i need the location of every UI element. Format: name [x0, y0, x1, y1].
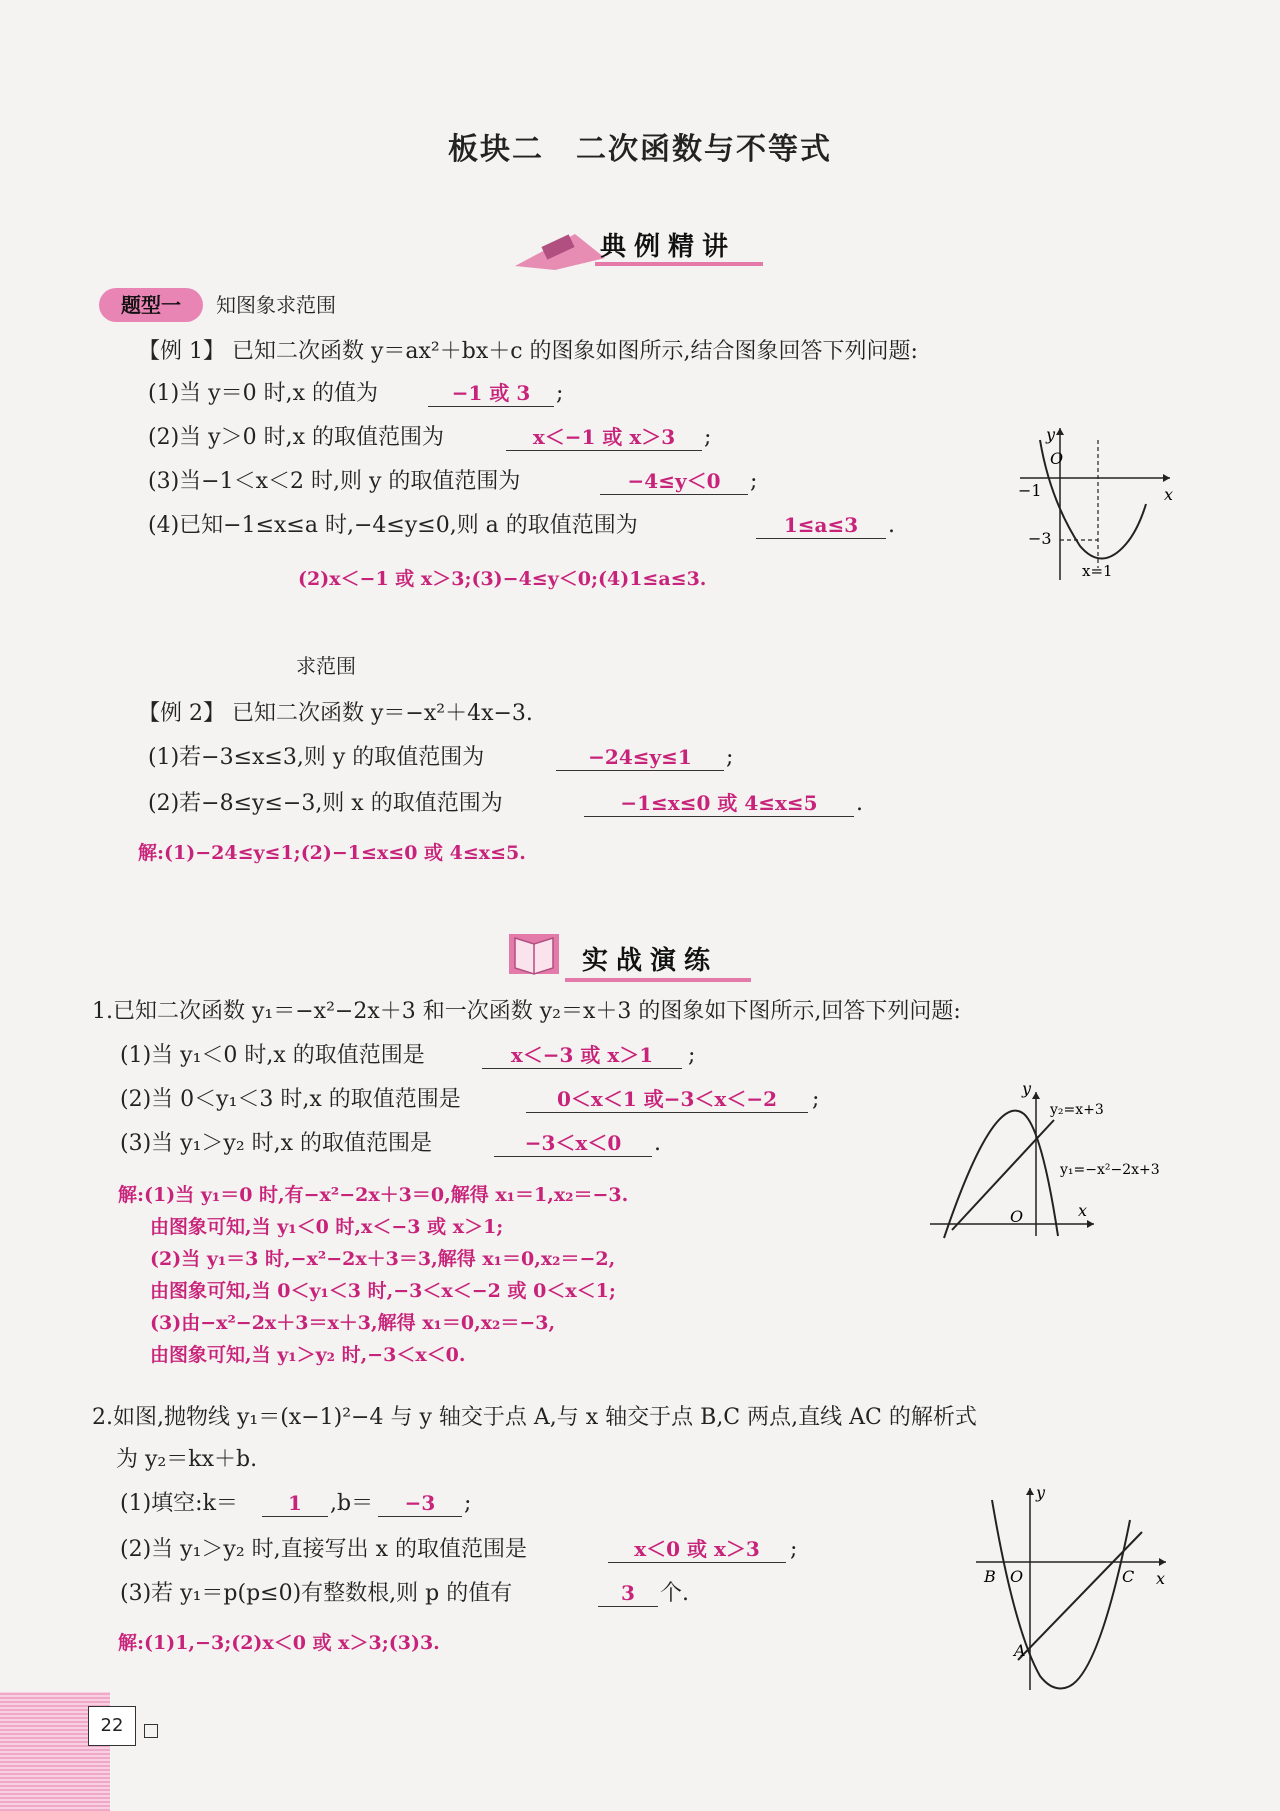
graph2-parabola-label: y₁=−x²−2x+3 — [1060, 1162, 1160, 1178]
p1-a1: x＜−3 或 x＞1 — [482, 1042, 682, 1069]
ex1-q4: (4)已知−1≤x≤a 时,−4≤y≤0,则 a 的取值范围为 — [148, 513, 638, 538]
ex1-a2: x＜−1 或 x＞3 — [506, 424, 702, 451]
ex1-q1: (1)当 y＝0 时,x 的值为 — [148, 381, 378, 406]
ex1-q3: (3)当−1＜x＜2 时,则 y 的取值范围为 — [148, 469, 521, 494]
graph-ex1 — [1010, 420, 1180, 590]
ex2-a2: −1≤x≤0 或 4≤x≤5 — [584, 790, 854, 817]
banner-examples-label: 典例精讲 — [600, 232, 737, 262]
page-title: 板块二 二次函数与不等式 — [448, 132, 832, 167]
type-badge: 题型一 — [99, 288, 203, 322]
p1-q1: (1)当 y₁＜0 时,x 的取值范围是 — [120, 1043, 425, 1068]
ex1-a4: 1≤a≤3 — [756, 512, 886, 539]
p1-sol-5: 由图象可知,当 y₁＞y₂ 时,−3＜x＜0. — [150, 1344, 466, 1366]
p2-stem1: 2.如图,抛物线 y₁＝(x−1)²−4 与 y 轴交于点 A,与 x 轴交于点 B,C 两点,直线 AC 的解析式 — [92, 1405, 977, 1430]
partial-topic: 求范围 — [296, 654, 356, 678]
ex1-a3: −4≤y＜0 — [600, 468, 748, 495]
page: 板块二 二次函数与不等式 典例精讲 题型一 知图象求范围 【例 1】 已知二次函数 y＝ax²＋bx＋c 的图象如图所示,结合图象回答下列问题: (1)当 y＝0 时,x 的值为 −1 或 3 ; (2)当 y＞0 时,x 的取值范围为 x＜−1 或 x＞3 ; (3)当−1＜x＜2 时,则 y 的取值范围为 −4≤y＜0 ; (4)已知−1≤x≤a 时,−4≤y≤0,则 a 的取值范围为 1≤a≤3 . (2)x＜−1 或 x＞3;(3)−4≤y＜0;(4)1≤a≤3. −1 O x y −3 x=1 求范围 【例 2】 已知二次函数 y＝−x²＋4x−3. (1)若−3≤x≤3,则 y 的取值范围为 −24≤y≤1 ; (2)若−8≤y≤−3,则 x 的取值范围为 −1≤x≤0 或 4≤x≤5 . 解:(1)−24≤y≤1;(2)−1≤x≤0 或 4≤x≤5. 实战演练 1.已知二次函数 y₁＝−x²−2x＋3 和一次函数 y₂＝x＋3 的图象如下图所示,回答下列问题: (1)当 y₁＜0 时,x 的取值范围是 x＜−3 或 x＞1 ; (2)当 0＜y₁＜3 时,x 的取值范围是 0＜x＜1 或−3＜x＜−2 ; (3)当 y₁＞y₂ 时,x 的取值范围是 −3＜x＜0 . 解:(1)当 y₁＝0 时,有−x²−2x＋3＝0,解得 x₁＝1,x₂＝−3. 由图象可知,当 y₁＜0 时,x＜−3 或 x＞1; (2)当 y₁＝3 时,−x²−2x＋3＝3,解得 x₁＝0,x₂＝−2, 由图象可知,当 0＜y₁＜3 时,−3＜x＜−2 或 0＜x＜1; (3)由−x²−2x＋3＝x＋3,解得 x₁＝0,x₂＝−3, 由图象可知,当 y₁＞y₂ 时,−3＜x＜0. y x O y₂=x+3 y₁=−x²−2x+3 2.如图,抛物线 y₁＝(x−1)²−4 与 y 轴交于点 A,与 x 轴交于点 B,C 两点,直线 AC 的解析式 为 y₂＝kx＋b. (1)填空:k＝ 1 ,b＝ −3 ; (2)当 y₁＞y₂ 时,直接写出 x 的取值范围是 x＜0 或 x＞3 ; (3)若 y₁＝p(p≤0)有整数根,则 p 的值有 3 个. 解:(1)1,−3;(2)x＜0 或 x＞3;(3)3. y x B O C A 22 — [0, 0, 1280, 1811]
graph1-y: y — [1046, 425, 1056, 444]
p2-a3: 3 — [598, 1580, 658, 1607]
graph3-C: C — [1122, 1567, 1135, 1586]
graph1-origin: O — [1050, 449, 1064, 468]
p1-a3: −3＜x＜0 — [494, 1130, 652, 1157]
p1-q3: (3)当 y₁＞y₂ 时,x 的取值范围是 — [120, 1131, 433, 1156]
p1-a2: 0＜x＜1 或−3＜x＜−2 — [526, 1086, 808, 1113]
p1-sol-3: 由图象可知,当 0＜y₁＜3 时,−3＜x＜−2 或 0＜x＜1; — [150, 1280, 616, 1302]
type-topic: 知图象求范围 — [216, 293, 336, 317]
square-icon — [144, 1724, 158, 1738]
graph3-A: A — [1014, 1641, 1026, 1660]
p2-q1b: ,b＝ — [330, 1491, 374, 1516]
p1-stem: 1.已知二次函数 y₁＝−x²−2x＋3 和一次函数 y₂＝x＋3 的图象如下图所示,回答下列问题: — [92, 999, 961, 1024]
graph1-minus1: −1 — [1018, 481, 1042, 500]
p2-q3a: (3)若 y₁＝p(p≤0)有整数根,则 p 的值有 — [120, 1581, 513, 1606]
p2-q3b: 个. — [660, 1581, 689, 1606]
graph1-x: x — [1164, 485, 1174, 504]
p2-q2: (2)当 y₁＞y₂ 时,直接写出 x 的取值范围是 — [120, 1537, 528, 1562]
p1-sol-1: 由图象可知,当 y₁＜0 时,x＜−3 或 x＞1; — [150, 1216, 504, 1238]
graph2-x: x — [1078, 1201, 1088, 1220]
ex1-stem: 【例 1】 已知二次函数 y＝ax²＋bx＋c 的图象如图所示,结合图象回答下列问题: — [138, 339, 918, 364]
banner-practice-label: 实战演练 — [582, 946, 719, 976]
graph2-y: y — [1022, 1080, 1032, 1098]
graph2-line-label: y₂=x+3 — [1050, 1102, 1104, 1118]
graph-p1 — [924, 1080, 1184, 1240]
graph3-x: x — [1156, 1569, 1166, 1588]
graph3-O: O — [1010, 1567, 1024, 1586]
graph2-origin: O — [1010, 1207, 1024, 1226]
p1-sol-2: (2)当 y₁＝3 时,−x²−2x＋3＝3,解得 x₁＝0,x₂＝−2, — [150, 1248, 616, 1270]
ex1-q2: (2)当 y＞0 时,x 的取值范围为 — [148, 425, 444, 450]
graph-p2 — [970, 1480, 1170, 1700]
p2-stem2: 为 y₂＝kx＋b. — [116, 1447, 258, 1472]
graph1-minus3: −3 — [1028, 529, 1052, 548]
p2-solution: 解:(1)1,−3;(2)x＜0 或 x＞3;(3)3. — [118, 1632, 440, 1654]
ex2-q1: (1)若−3≤x≤3,则 y 的取值范围为 — [148, 745, 485, 770]
p2-q1a: (1)填空:k＝ — [120, 1491, 238, 1516]
p1-sol-0: 解:(1)当 y₁＝0 时,有−x²−2x＋3＝0,解得 x₁＝1,x₂＝−3. — [118, 1184, 629, 1206]
graph3-y: y — [1036, 1483, 1046, 1502]
p2-a1b: −3 — [378, 1490, 462, 1517]
ex2-a1: −24≤y≤1 — [556, 744, 724, 771]
ex1-a1: −1 或 3 — [428, 380, 554, 407]
ex2-solution: 解:(1)−24≤y≤1;(2)−1≤x≤0 或 4≤x≤5. — [138, 842, 526, 864]
p2-a2: x＜0 或 x＞3 — [608, 1536, 786, 1563]
graph3-B: B — [984, 1567, 996, 1586]
p2-a1k: 1 — [262, 1490, 328, 1517]
page-number: 22 — [88, 1706, 136, 1746]
ex2-stem: 【例 2】 已知二次函数 y＝−x²＋4x−3. — [138, 701, 533, 726]
graph1-axis: x=1 — [1082, 562, 1113, 580]
p1-sol-4: (3)由−x²−2x＋3＝x＋3,解得 x₁＝0,x₂＝−3, — [150, 1312, 556, 1334]
p1-q2: (2)当 0＜y₁＜3 时,x 的取值范围是 — [120, 1087, 461, 1112]
ex1-solution: (2)x＜−1 或 x＞3;(3)−4≤y＜0;(4)1≤a≤3. — [298, 568, 707, 590]
ex2-q2: (2)若−8≤y≤−3,则 x 的取值范围为 — [148, 791, 503, 816]
